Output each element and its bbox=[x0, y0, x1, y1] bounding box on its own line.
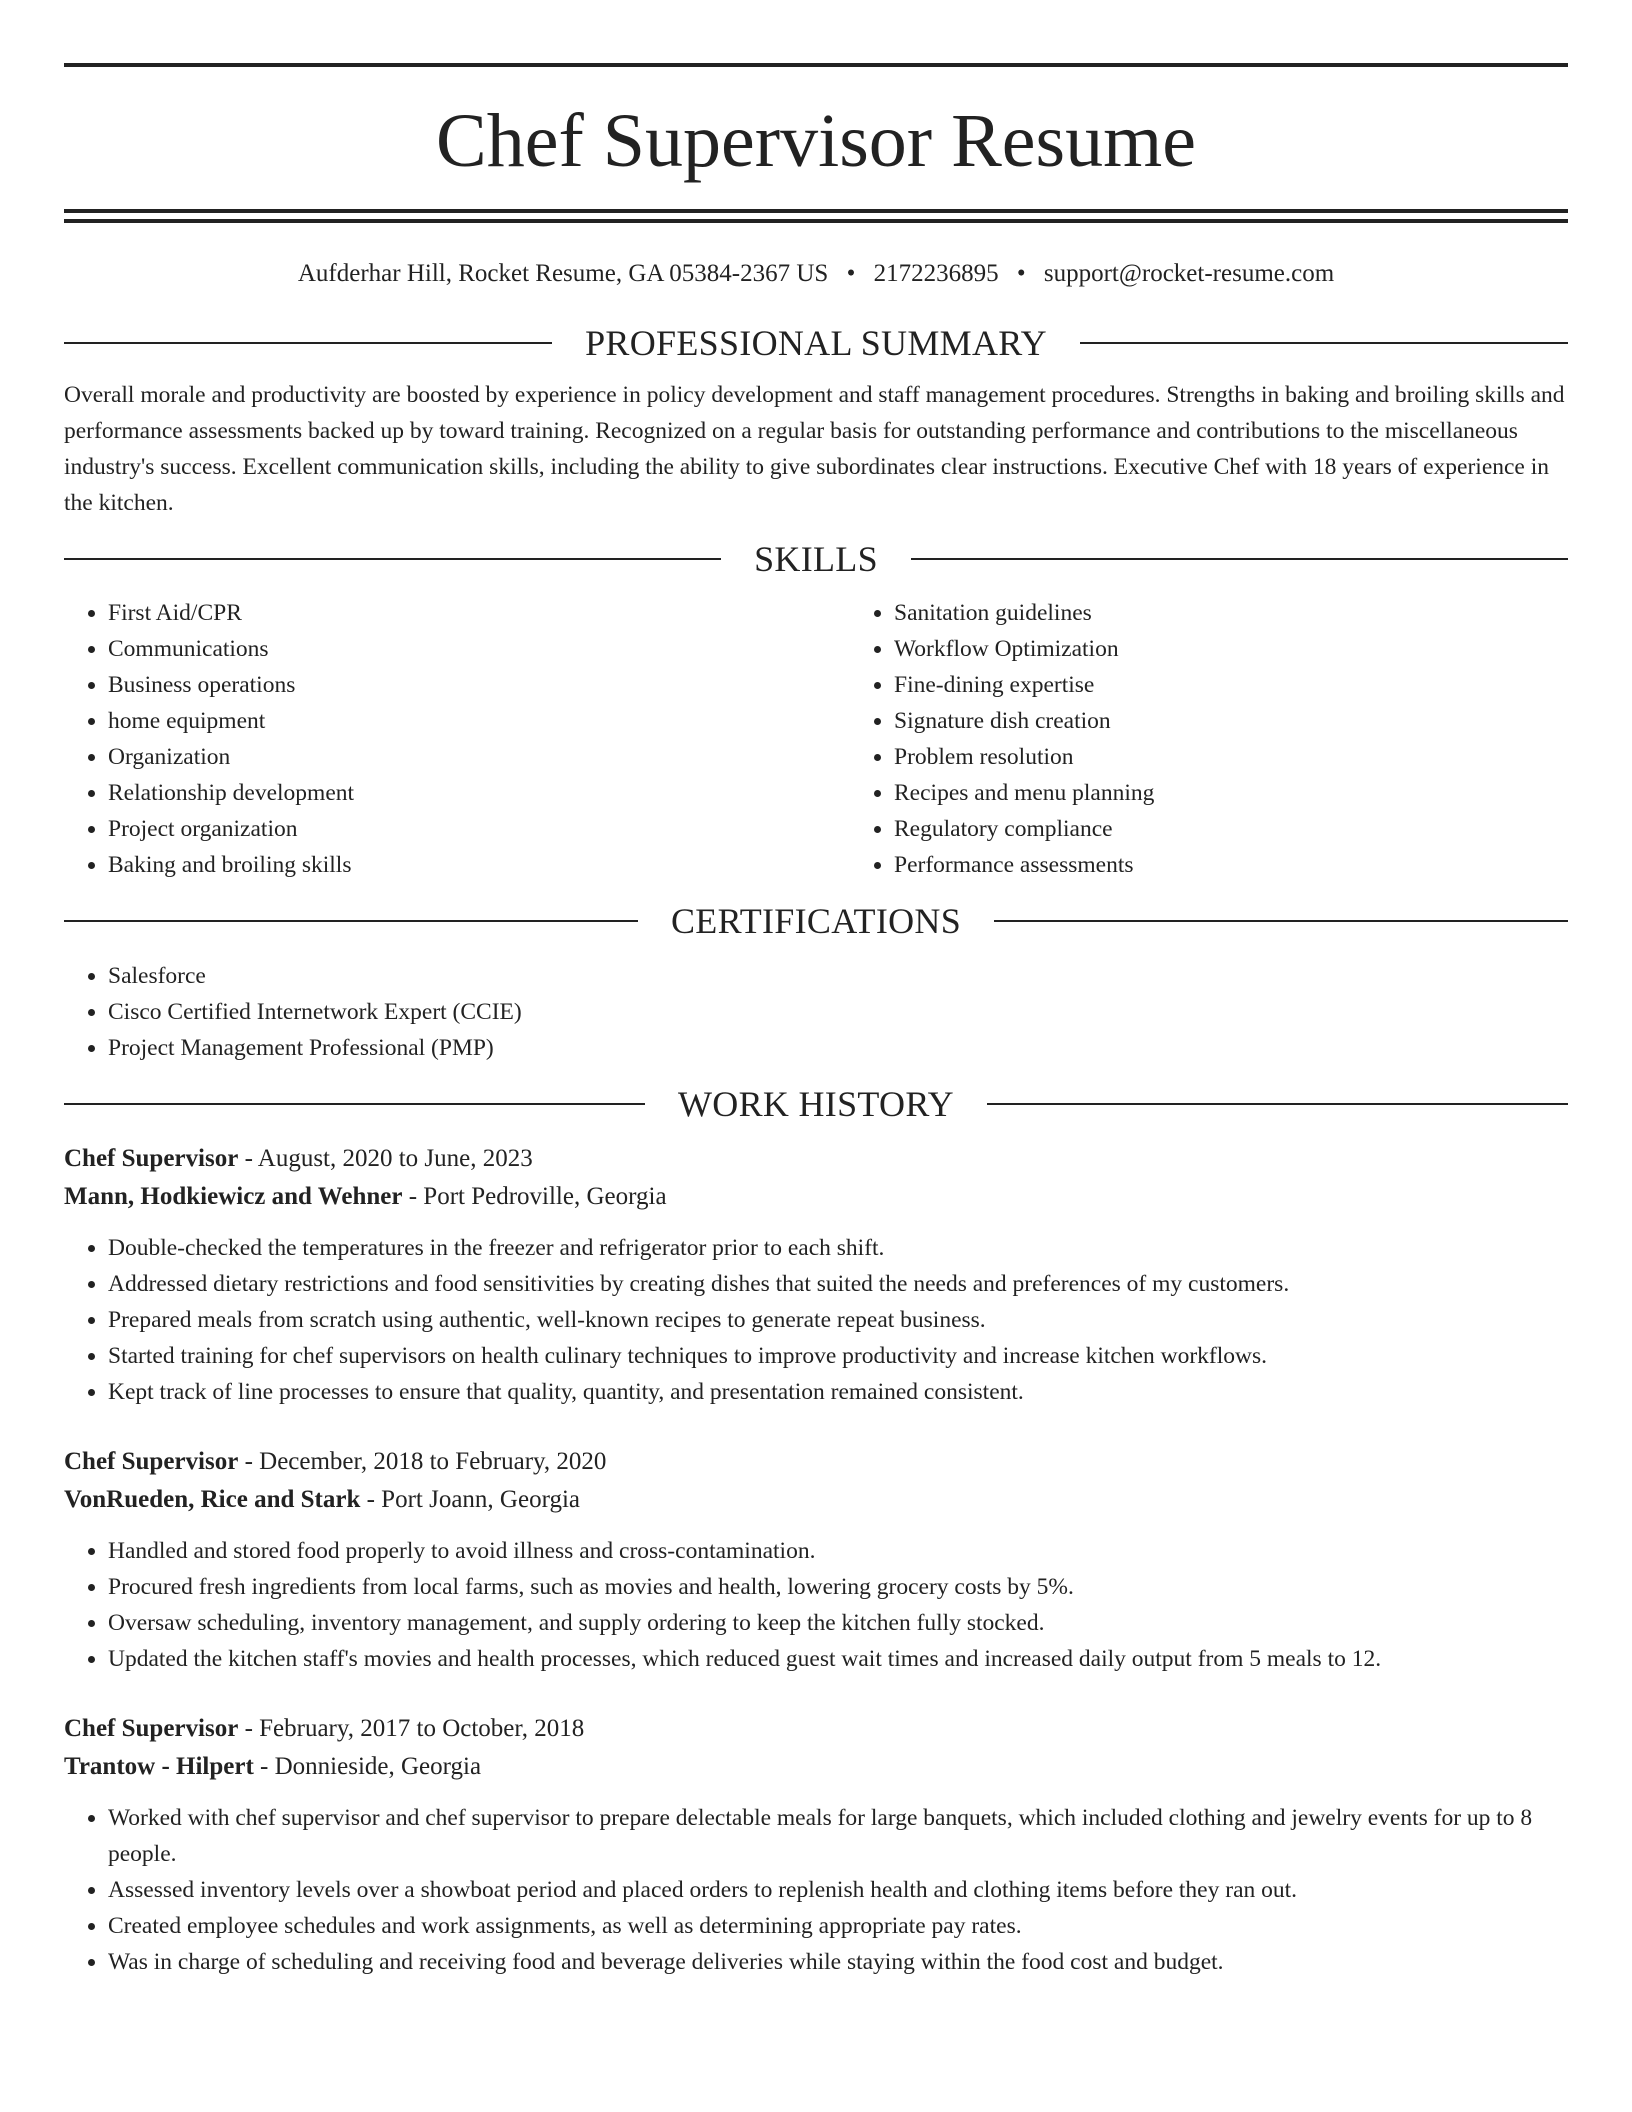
certifications-heading: CERTIFICATIONS bbox=[670, 901, 962, 941]
list-item: • Signature dish creation bbox=[894, 703, 1632, 739]
work-history bbox=[64, 1140, 1568, 1980]
top-rule bbox=[64, 63, 1568, 67]
list-item: • Prepared meals from scratch using authentic, well-known recipes to generate repeat business. bbox=[108, 1302, 1568, 1338]
title-rule bbox=[64, 209, 1568, 213]
list-item: • Oversaw scheduling, inventory management, and supply ordering to keep the kitchen fully stocked. bbox=[108, 1605, 1568, 1641]
list-item: • Created employee schedules and work assignments, as well as determining appropriate pay rates. bbox=[108, 1908, 1568, 1944]
skills-columns bbox=[64, 595, 1568, 883]
list-item: • First Aid/CPR bbox=[108, 595, 850, 631]
skills-list-left bbox=[64, 595, 850, 883]
list-item: • Started training for chef supervisors on health culinary techniques to improve productivity and increase kitchen workflows. bbox=[108, 1338, 1568, 1374]
list-item: • Project Management Professional (PMP) bbox=[108, 1030, 1568, 1066]
skills-list-right bbox=[850, 595, 1632, 883]
list-item: • Communications bbox=[108, 631, 850, 667]
list-item: • Procured fresh ingredients from local farms, such as movies and health, lowering grocery costs by 5%. bbox=[108, 1569, 1568, 1605]
job-company: Trantow - Hilpert bbox=[64, 1753, 254, 1780]
job-bullets bbox=[64, 1800, 1568, 1980]
job-company: Mann, Hodkiewicz and Wehner bbox=[64, 1183, 403, 1210]
certifications-list bbox=[64, 958, 1568, 1066]
list-item: • Cisco Certified Internetwork Expert (CCIE) bbox=[108, 994, 1568, 1030]
list-item: • Organization bbox=[108, 739, 850, 775]
job-title: Chef Supervisor bbox=[64, 1715, 239, 1742]
list-item: • Salesforce bbox=[108, 958, 1568, 994]
contact-separator: • bbox=[846, 260, 856, 287]
job-bullets bbox=[64, 1533, 1568, 1677]
job-company-line bbox=[64, 1481, 1568, 1519]
job-location: - Port Joann, Georgia bbox=[360, 1486, 581, 1513]
list-item: • Problem resolution bbox=[894, 739, 1632, 775]
list-item: • Recipes and menu planning bbox=[894, 775, 1632, 811]
list-item: • Relationship development bbox=[108, 775, 850, 811]
contact-separator: • bbox=[1016, 260, 1026, 287]
contact-line bbox=[64, 259, 1568, 289]
list-item: • Updated the kitchen staff's movies and health processes, which reduced guest wait times and increased daily output from 5 meals to 12. bbox=[108, 1641, 1568, 1677]
list-item: • home equipment bbox=[108, 703, 850, 739]
list-item: • Fine-dining expertise bbox=[894, 667, 1632, 703]
contact-phone: 2172236895 bbox=[873, 260, 999, 287]
list-item: • Baking and broiling skills bbox=[108, 847, 850, 883]
list-item: • Was in charge of scheduling and receiving food and beverage deliveries while staying within the food cost and budget. bbox=[108, 1944, 1568, 1980]
job-company-line bbox=[64, 1748, 1568, 1786]
contact-address: Aufderhar Hill, Rocket Resume, GA 05384-2367 US bbox=[297, 260, 829, 287]
job-dates: - February, 2017 to October, 2018 bbox=[238, 1715, 585, 1742]
job-entry bbox=[64, 1710, 1568, 1980]
summary-text: Overall morale and productivity are boosted by experience in policy development and staff management procedures. Strengths in baking and broiling skills and performance assessments backed up by toward training. Recognized on a regular basis for outstanding performance and contributions to the miscellaneous industry's success. Excellent communication skills, including the ability to give subordinates clear instructions. Executive Chef with 18 years of experience in the kitchen. bbox=[64, 382, 1565, 516]
list-item: • Assessed inventory levels over a showboat period and placed orders to replenish health and clothing items before they ran out. bbox=[108, 1872, 1568, 1908]
job-title: Chef Supervisor bbox=[64, 1448, 239, 1475]
job-location: - Donnieside, Georgia bbox=[253, 1753, 482, 1780]
list-item: • Regulatory compliance bbox=[894, 811, 1632, 847]
list-item: • Double-checked the temperatures in the freezer and refrigerator prior to each shift. bbox=[108, 1230, 1568, 1266]
skills-heading: SKILLS bbox=[754, 539, 878, 579]
summary-heading: PROFESSIONAL SUMMARY bbox=[585, 323, 1047, 363]
work-heading: WORK HISTORY bbox=[678, 1084, 954, 1124]
list-item: • Addressed dietary restrictions and food sensitivities by creating dishes that suited the needs and preferences of my customers. bbox=[108, 1266, 1568, 1302]
job-title-line bbox=[64, 1710, 1568, 1748]
job-dates: - December, 2018 to February, 2020 bbox=[238, 1448, 607, 1475]
list-item: • Business operations bbox=[108, 667, 850, 703]
work-section-heading bbox=[64, 1081, 1568, 1127]
job-company: VonRueden, Rice and Stark bbox=[64, 1486, 361, 1513]
job-entry bbox=[64, 1140, 1568, 1410]
title-rule-secondary bbox=[64, 219, 1568, 223]
page-title: Chef Supervisor Resume bbox=[436, 99, 1196, 183]
job-company-line bbox=[64, 1178, 1568, 1216]
job-location: - Port Pedroville, Georgia bbox=[402, 1183, 667, 1210]
list-item: • Workflow Optimization bbox=[894, 631, 1632, 667]
list-item: • Performance assessments bbox=[894, 847, 1632, 883]
list-item: • Sanitation guidelines bbox=[894, 595, 1632, 631]
list-item: • Kept track of line processes to ensure that quality, quantity, and presentation remained consistent. bbox=[108, 1374, 1568, 1410]
job-entry bbox=[64, 1443, 1568, 1677]
job-title-line bbox=[64, 1140, 1568, 1178]
list-item: • Project organization bbox=[108, 811, 850, 847]
job-bullets bbox=[64, 1230, 1568, 1410]
contact-email: support@rocket-resume.com bbox=[1043, 260, 1335, 287]
resume-page bbox=[64, 63, 1568, 1980]
skills-section-heading bbox=[64, 536, 1568, 582]
list-item: • Handled and stored food properly to avoid illness and cross-contamination. bbox=[108, 1533, 1568, 1569]
job-title: Chef Supervisor bbox=[64, 1145, 239, 1172]
job-title-line bbox=[64, 1443, 1568, 1481]
job-dates: - August, 2020 to June, 2023 bbox=[238, 1145, 533, 1172]
list-item: • Worked with chef supervisor and chef supervisor to prepare delectable meals for large banquets, which included clothing and jewelry events for up to 8 people. bbox=[108, 1800, 1568, 1872]
summary-section-heading bbox=[64, 320, 1568, 366]
certifications-section-heading bbox=[64, 898, 1568, 944]
